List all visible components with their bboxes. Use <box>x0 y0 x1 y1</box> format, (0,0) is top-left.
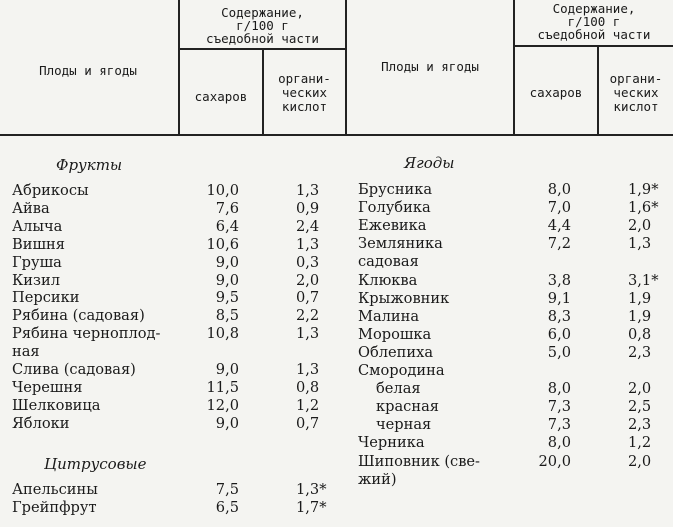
row-acid-value: 0,9 <box>296 199 320 217</box>
header-bottom-rule <box>0 134 673 136</box>
row-sugar-value: 8,0 <box>547 380 571 398</box>
left-header-acids-3: кислот <box>281 99 328 114</box>
row-sugar-value: 7,5 <box>215 481 239 498</box>
right-header-fruit: Плоды и ягоды <box>381 59 479 74</box>
right-header-sugars: сахаров <box>529 85 583 100</box>
row-sugar-value: 8,3 <box>547 307 571 325</box>
row-sugar-value: 7,3 <box>547 416 571 434</box>
row-name: Айва <box>12 199 50 217</box>
left-header-acids-2: ческих <box>281 85 328 100</box>
row-acid-value: 1,3 <box>296 361 320 378</box>
row-sugar-value: 4,4 <box>547 217 571 235</box>
right-header-acids-1: органи- <box>609 71 663 86</box>
row-acid-value: 0,3 <box>296 253 320 271</box>
row-name: Алыча <box>12 217 63 235</box>
row-name: Апельсины <box>12 481 98 498</box>
row-name: Кизил <box>12 271 60 289</box>
row-acid-value: 1,3 <box>296 235 320 253</box>
row-sugar-value: 8,0 <box>547 434 571 452</box>
row-name: Грейпфрут <box>12 498 97 516</box>
row-name: Ежевика <box>358 217 427 235</box>
row-sugar-value: 8,0 <box>547 181 571 198</box>
row-name: Персики <box>12 289 80 307</box>
row-name: Абрикосы <box>12 182 89 199</box>
row-name: Смородина <box>358 362 445 379</box>
row-acid-value: 1,2 <box>296 396 320 414</box>
row-acid-value: 0,8 <box>628 325 652 343</box>
row-sugar-value: 7,6 <box>215 199 239 217</box>
row-acid-value: 1,3 <box>296 325 320 343</box>
right-header-content-1: Содержание, <box>552 1 636 16</box>
row-name: Яблоки <box>12 414 70 432</box>
row-sugar-value: 6,0 <box>547 325 571 343</box>
row-acid-value: 0,8 <box>296 378 320 396</box>
row-sugar-value: 10,0 <box>206 182 239 199</box>
row-name: Рябина черноплод- <box>12 325 161 343</box>
row-acid-value: 1,9* <box>628 181 659 198</box>
row-name: Облепиха <box>358 343 434 361</box>
section-title-fruits: Фрукты <box>56 156 123 174</box>
row-acid-value: 1,3 <box>296 182 320 199</box>
row-acid-value: 2,0 <box>628 217 652 235</box>
row-sugar-value: 10,6 <box>206 235 239 253</box>
row-name: Голубика <box>358 199 431 217</box>
row-acid-value: 1,7* <box>296 498 327 516</box>
row-acid-value: 1,6* <box>628 199 659 217</box>
left-header-acids-1: органи- <box>278 71 331 86</box>
row-name: Морошка <box>358 325 432 343</box>
row-sugar-value: 9,0 <box>215 361 239 378</box>
row-name: Крыжовник <box>358 289 450 307</box>
header-hline-right <box>513 45 673 47</box>
row-sugar-value: 8,5 <box>215 307 239 325</box>
row-name: черная <box>376 416 432 434</box>
row-sugar-value: 5,0 <box>547 343 571 361</box>
row-acid-value: 2,0 <box>296 271 320 289</box>
section-title-berries: Ягоды <box>404 154 455 172</box>
row-name: Клюква <box>358 271 418 289</box>
row-name: ная <box>12 343 40 361</box>
right-header-acids-3: кислот <box>613 99 659 114</box>
left-header-content-3: съедобной части <box>206 31 319 46</box>
row-sugar-value: 12,0 <box>206 396 239 414</box>
row-acid-value: 2,2 <box>296 307 320 325</box>
row-sugar-value: 20,0 <box>538 452 571 470</box>
right-header-content-2: г/100 г <box>567 14 621 29</box>
row-name: Черешня <box>12 378 83 396</box>
row-name: Земляника <box>358 235 443 253</box>
row-name: Слива (садовая) <box>12 361 136 378</box>
row-name: Шелковица <box>12 396 101 414</box>
row-name: Рябина (садовая) <box>12 307 145 325</box>
row-acid-value: 1,9 <box>628 307 652 325</box>
header-vline-mid <box>345 0 347 134</box>
row-sugar-value: 7,3 <box>547 398 571 416</box>
row-sugar-value: 7,0 <box>547 199 571 217</box>
row-acid-value: 1,3* <box>296 481 327 498</box>
left-header-sugars: сахаров <box>194 89 248 104</box>
row-name: Шиповник (све- <box>358 452 480 470</box>
row-acid-value: 0,7 <box>296 414 320 432</box>
row-acid-value: 3,1* <box>628 271 659 289</box>
row-name: Черника <box>358 434 425 452</box>
row-sugar-value: 9,0 <box>215 253 239 271</box>
row-name: белая <box>376 380 421 398</box>
row-name: красная <box>376 398 439 416</box>
row-acid-value: 2,5 <box>628 398 652 416</box>
row-sugar-value: 9,0 <box>215 414 239 432</box>
left-header-fruit: Плоды и ягоды <box>39 63 137 78</box>
row-name: Груша <box>12 253 62 271</box>
right-header-acids-2: ческих <box>613 85 659 100</box>
section-title-citrus: Цитрусовые <box>44 455 147 473</box>
row-sugar-value: 11,5 <box>206 378 239 396</box>
row-acid-value: 2,3 <box>628 416 652 434</box>
row-acid-value: 1,9 <box>628 289 652 307</box>
right-header-content-3: съедобной части <box>537 27 651 42</box>
row-name: жий) <box>358 470 397 488</box>
row-sugar-value: 6,4 <box>215 217 239 235</box>
row-acid-value: 2,3 <box>628 343 652 361</box>
row-name: Брусника <box>358 181 433 198</box>
left-header-content-2: г/100 г <box>236 18 289 33</box>
left-header-content-1: Содержание, <box>221 5 304 20</box>
row-sugar-value: 3,8 <box>547 271 571 289</box>
row-name: Вишня <box>12 235 65 253</box>
row-acid-value: 2,0 <box>628 452 652 470</box>
row-sugar-value: 9,5 <box>215 289 239 307</box>
row-acid-value: 0,7 <box>296 289 320 307</box>
row-sugar-value: 9,0 <box>215 271 239 289</box>
row-sugar-value: 9,1 <box>547 289 571 307</box>
row-sugar-value: 6,5 <box>215 498 239 516</box>
row-acid-value: 1,3 <box>628 235 652 253</box>
row-acid-value: 2,4 <box>296 217 320 235</box>
row-sugar-value: 7,2 <box>547 235 571 253</box>
row-acid-value: 1,2 <box>628 434 652 452</box>
row-sugar-value: 10,8 <box>206 325 239 343</box>
row-name: Малина <box>358 307 420 325</box>
row-acid-value: 2,0 <box>628 380 652 398</box>
row-name: садовая <box>358 253 419 271</box>
